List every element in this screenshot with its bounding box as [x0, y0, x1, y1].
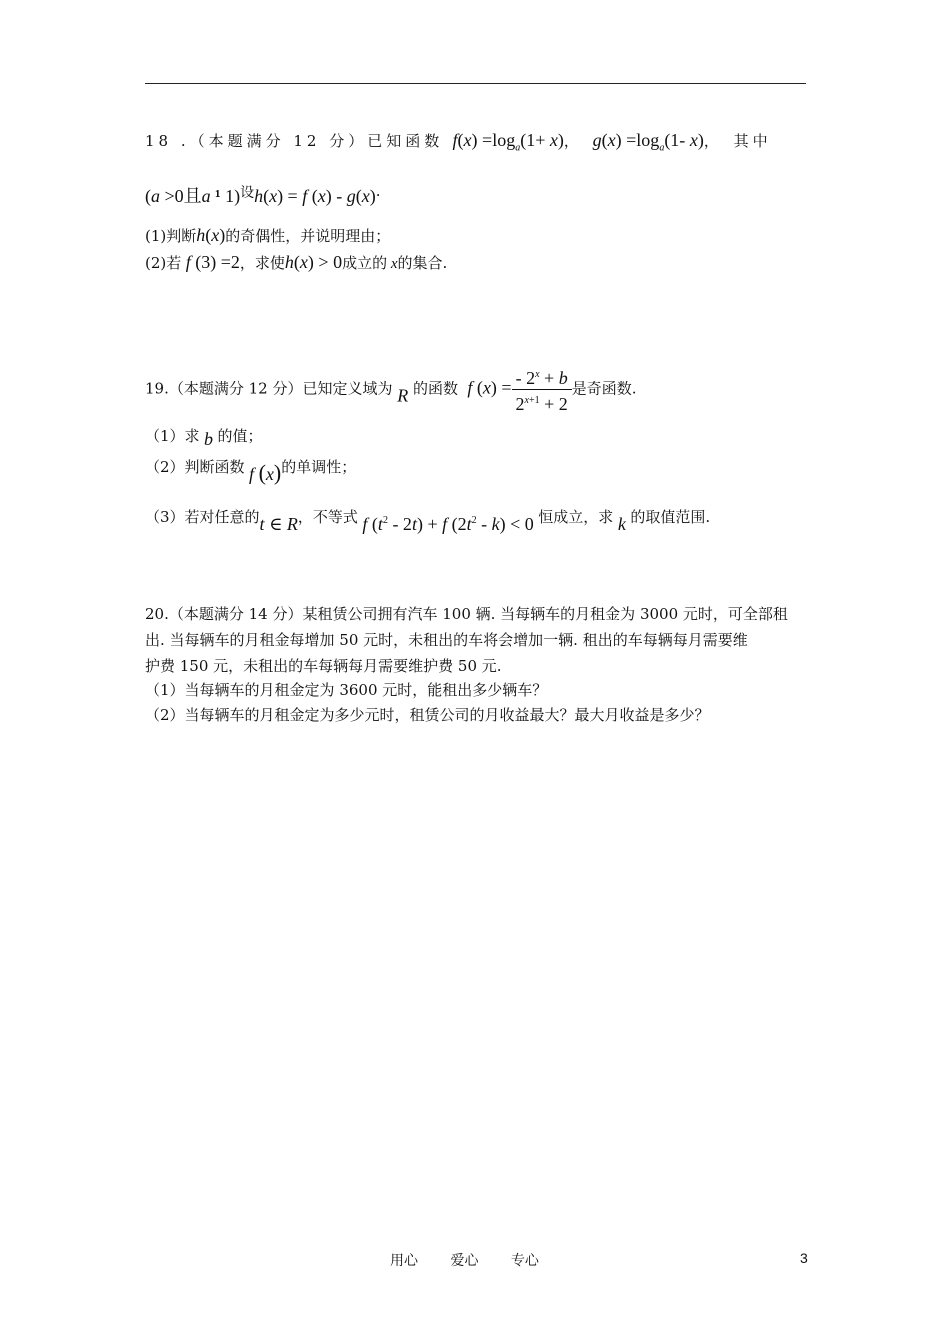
q18-h-symbol: h(x)	[196, 225, 226, 245]
q20-part1: （1）当每辆车的月租金定为 3600 元时，能租出多少辆车？	[145, 681, 548, 699]
q18-line2: (a >0且a ¹ 1)设h(x) = f (x) - g(x).	[145, 182, 381, 206]
q19-fraction: $\frac{- 2^x + b}{2^{x+1} + 2}$	[512, 364, 572, 415]
q18-line1: 18 .（本题满分 12 分）已知函数 $f(x) =\log_a(1+ x)$， $g(x) =\log_a(1-$ x)， 其中	[145, 130, 772, 154]
header-rule	[145, 83, 806, 84]
q19-part2: （2）判断函数 f (x)的单调性；	[145, 458, 357, 485]
q18-part2: (2)若 f (3) =2，求使h(x) > 0成立的 x的集合.	[145, 252, 448, 272]
q19-f-lhs: f (x) =	[467, 377, 512, 398]
q19-inequality: f $(t^2 - 2t) + f$ $(2t^2 - k) < 0$	[362, 514, 539, 534]
q18-prefix: 18 .（本题满分 12 分）已知函数	[145, 132, 444, 150]
q18-g-def: $g(x) =\log_a(1-$ x)	[592, 130, 704, 154]
q18-f-def: $f(x) =\log_a(1+ x)$	[452, 130, 564, 154]
footer-slogan	[390, 1250, 567, 1270]
q20-line3: 护费 150 元，未租出的车每辆每月需要维护费 50 元.	[145, 657, 502, 675]
q19-line1: 19.（本题满分 12 分）已知定义域为 R 的函数 f (x) = $\frac{- 2^x + b}{2^{x+1} + 2}$ 是奇函数.	[145, 364, 637, 415]
q20-line1: 20.（本题满分 14 分）某租赁公司拥有汽车 100 辆. 当每辆车的月租金为 3000 元时，可全部租	[145, 605, 788, 623]
q18-hx-positive: h(x) > 0	[284, 252, 343, 272]
q19-part3: （3）若对任意的t ∈ R，不等式 f $(t^2 - 2t) + f$ $(2t^2 - k) < 0$ 恒成立，求 k 的取值范围.	[145, 508, 711, 534]
footer-item: 专心	[510, 1253, 539, 1269]
q20-line2: 出. 当每辆车的月租金每增加 50 元时，未租出的车将会增加一辆. 租出的车每辆每月需要维	[145, 631, 748, 649]
q18-f3: f (3) =2	[185, 252, 240, 272]
page-number: 3	[800, 1250, 808, 1266]
footer-item: 用心	[390, 1253, 418, 1269]
q18-condition: (a >0且a ¹ 1)	[145, 186, 241, 206]
q20-part2: （2）当每辆车的月租金定为多少元时，租赁公司的月收益最大？最大月收益是多少？	[145, 706, 710, 724]
footer-item: 爱心	[450, 1253, 479, 1269]
q19-prefix: 19.（本题满分 12 分）已知定义域为	[145, 379, 393, 398]
q18-tail: 其中	[733, 132, 772, 150]
q18-h-def: h(x) = f (x) - g(x)	[254, 186, 376, 206]
q19-part1: （1）求 b 的值；	[145, 427, 263, 449]
q18-part1: (1)判断h(x)的奇偶性，并说明理由；	[145, 225, 391, 245]
